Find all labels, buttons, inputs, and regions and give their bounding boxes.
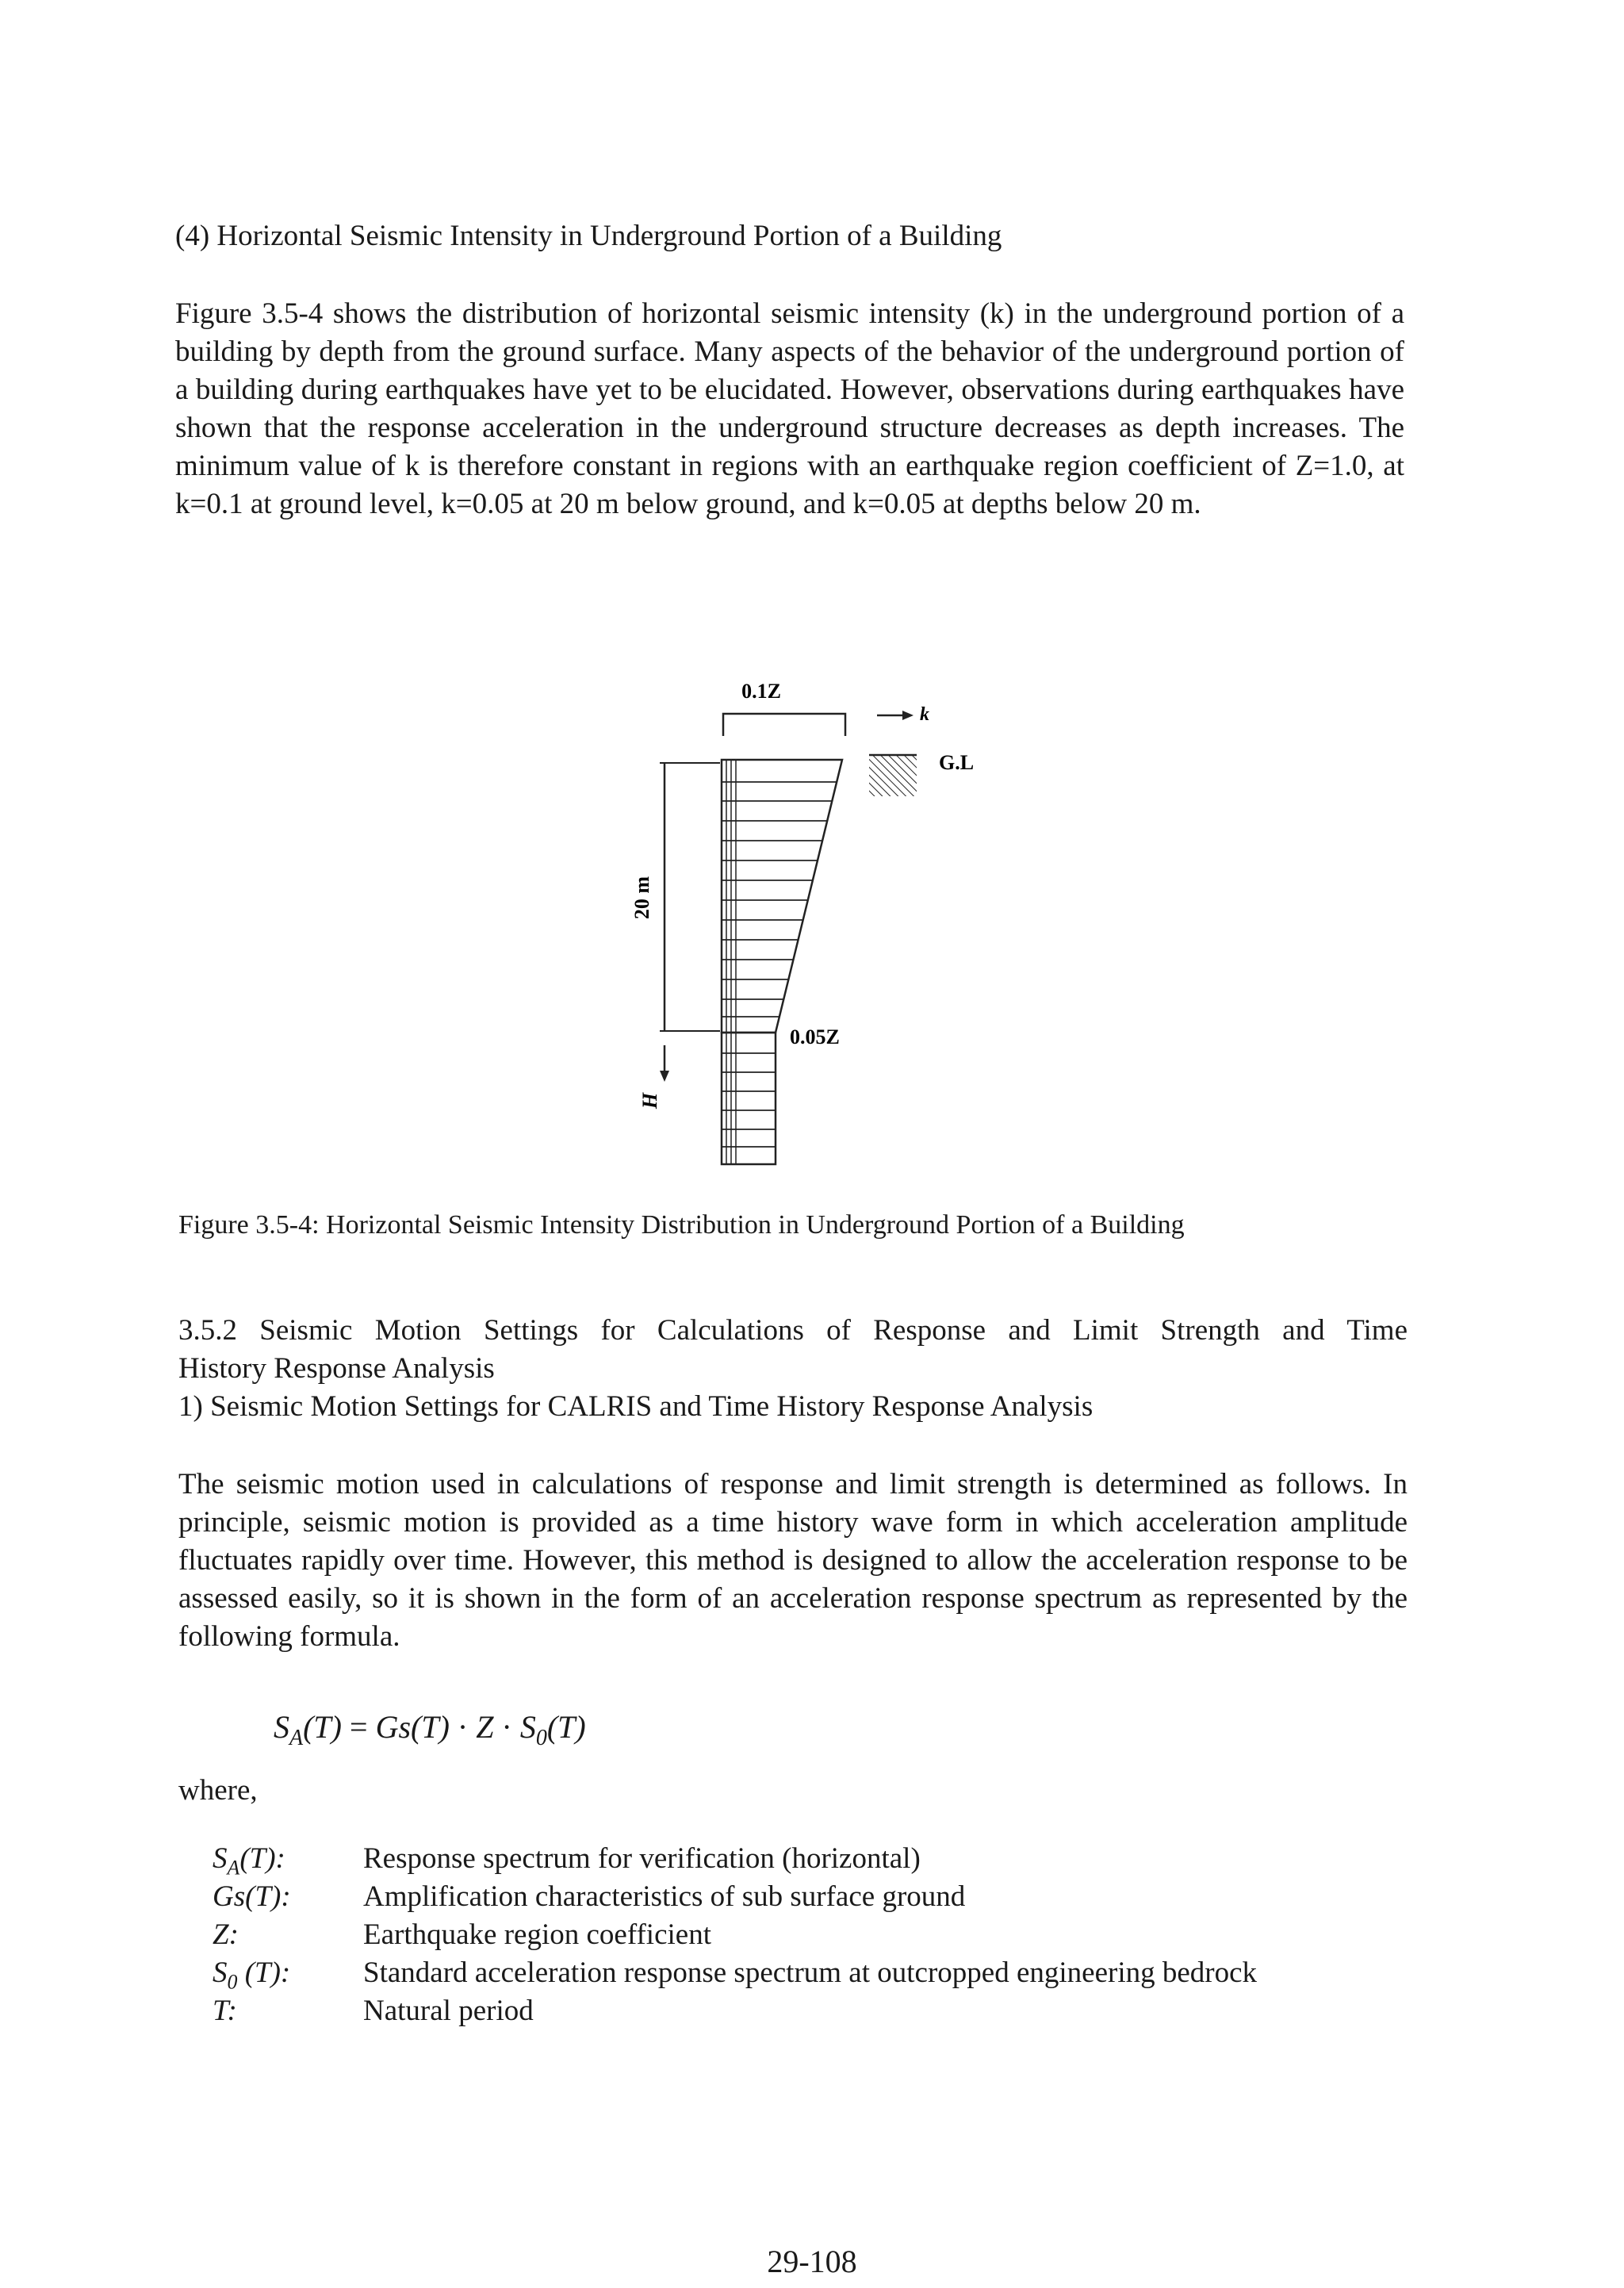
section-352-paragraph: The seismic motion used in calculations of response and limit strength is determined as follows. In principle, seismic motion is provided as a time history wave form in which acceleration amplitude fluctuates rapidly over time. However, this method is designed to allow the acceleration response to be assessed easily, so it is shown in the form of an acceleration response spectrum as represented by the following formula. <box>178 1468 1408 1653</box>
definition-description: Earthquake region coefficient <box>363 1918 711 1951</box>
page-number: 29-108 <box>767 2244 857 2279</box>
section-352-heading <box>178 1312 1408 1426</box>
where-label: where, <box>178 1774 258 1807</box>
depth-20m-label: 20 m <box>630 876 653 920</box>
formula-gs: Gs(T) <box>375 1709 450 1745</box>
bottom-label-0.05z: 0.05Z <box>790 1025 840 1048</box>
definition-row <box>213 1840 1402 1878</box>
definition-row <box>213 1992 1402 2030</box>
section-4-paragraph: Figure 3.5-4 shows the distribution of horizontal seismic intensity (k) in the underground portion of a building by depth from the ground surface. Many aspects of the behavior of the underground portion of a building during earthquakes have yet to be elucidated. However, observations during earthquakes have shown that the response acceleration in the underground structure decreases as depth increases. The minimum value of k is therefore constant in regions with an earthquake region coefficient of Z=1.0, at k=0.1 at ground level, k=0.05 at 20 m below ground, and k=0.05 at depths below 20 m. <box>175 297 1404 520</box>
formula-equals: = <box>342 1709 376 1745</box>
definition-description: Standard acceleration response spectrum at outcropped engineering bedrock <box>363 1956 1258 1989</box>
formula-s0-arg: (T) <box>546 1709 586 1745</box>
seismic-intensity-diagram <box>603 666 999 1174</box>
definition-row <box>213 1878 1402 1916</box>
response-spectrum-formula <box>274 1708 586 1750</box>
figure-caption: Figure 3.5-4: Horizontal Seismic Intensity Distribution in Underground Portion of a Building <box>178 1210 1185 1240</box>
definition-symbol: T: <box>213 1995 237 2027</box>
ground-level-label: G.L <box>939 751 975 774</box>
top-label-0.1z: 0.1Z <box>741 680 781 703</box>
formula-z: Z <box>476 1709 494 1745</box>
ground-hatch <box>869 755 917 796</box>
formula-dot-1: · <box>449 1709 477 1745</box>
formula-s0: S <box>519 1709 536 1745</box>
definition-symbol: Gs(T): <box>213 1880 291 1913</box>
definition-symbol: Z: <box>213 1918 239 1951</box>
definition-row <box>213 1916 1402 1954</box>
definition-symbol: $S_0$ (T): <box>213 1956 291 1994</box>
definition-row <box>213 1954 1402 1992</box>
subsection-1-heading: 1) Seismic Motion Settings for CALRIS and Time History Response Analysis <box>178 1390 1094 1424</box>
formula-dot-2: · <box>493 1709 520 1745</box>
formula-lhs: S <box>274 1709 289 1745</box>
definition-description: Response spectrum for verification (horizontal) <box>363 1842 921 1875</box>
definition-description: Natural period <box>363 1995 534 2027</box>
formula-s0-sub: 0 <box>535 1726 547 1750</box>
formula-lhs-sub: A <box>289 1726 304 1750</box>
h-depth-label: H <box>638 1092 661 1110</box>
formula-lhs-arg: (T) <box>303 1709 342 1745</box>
k-axis-label: k <box>920 704 929 725</box>
section-352-heading-line1: 3.5.2 Seismic Motion Settings for Calculations of Response and Limit Strength and Time <box>178 1314 1408 1347</box>
section-4-heading: (4) Horizontal Seismic Intensity in Underground Portion of a Building <box>175 220 1002 252</box>
definition-symbol: $S_A(T)$: <box>213 1842 285 1880</box>
definition-description: Amplification characteristics of sub surface ground <box>363 1880 966 1913</box>
definitions-list <box>213 1840 1402 2030</box>
section-352-heading-line2: History Response Analysis <box>178 1352 495 1385</box>
